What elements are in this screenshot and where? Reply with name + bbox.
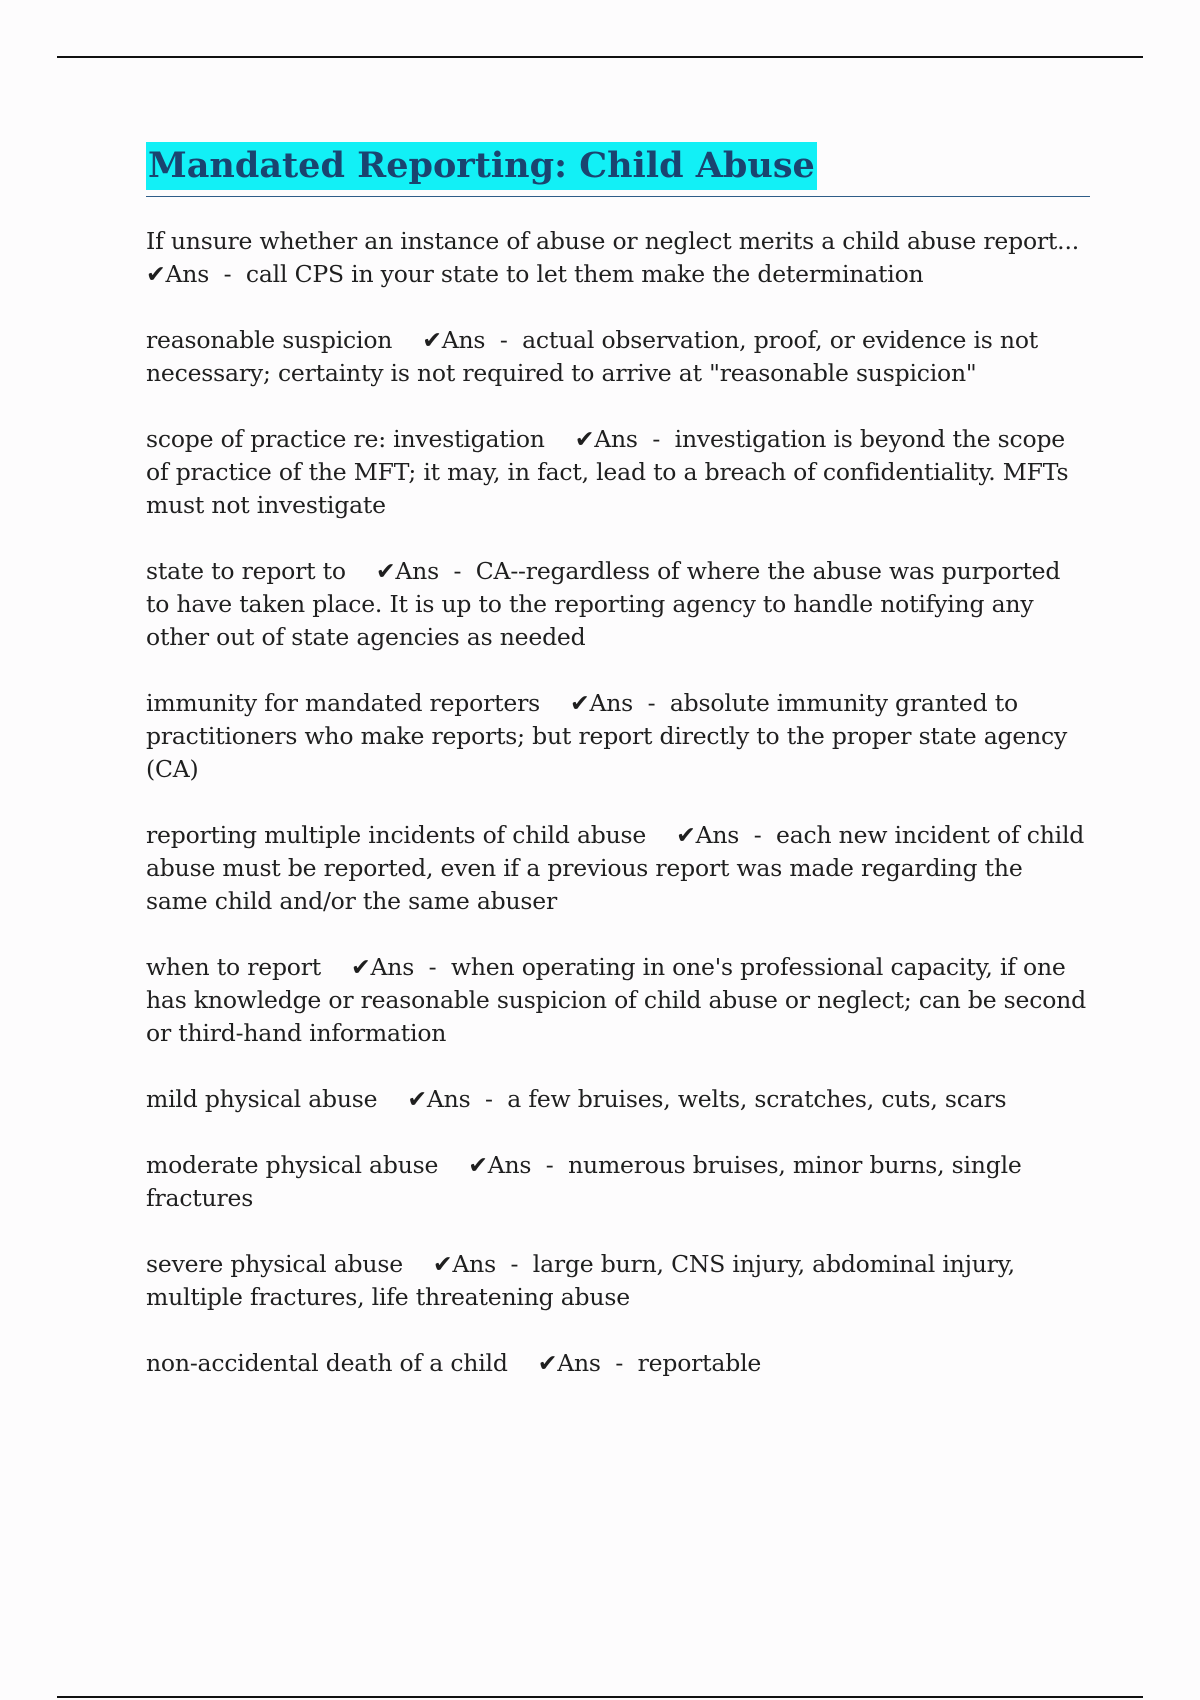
- page-bottom-rule: [57, 1696, 1143, 1698]
- flashcard-answer: absolute immunity granted to practitioners who make reports; but report directly to the proper state agency (CA): [146, 689, 1068, 783]
- answer-marker: ✔Ans -: [407, 1085, 508, 1113]
- flashcard-item: [146, 1248, 1090, 1314]
- flashcard-answer: a few bruises, welts, scratches, cuts, scars: [507, 1085, 1007, 1113]
- page-top-rule: [57, 56, 1143, 58]
- flashcard-item: [146, 819, 1090, 918]
- flashcard-answer: actual observation, proof, or evidence is not necessary; certainty is not required to arrive at "reasonable suspicion": [146, 326, 1039, 387]
- flashcard-term: If unsure whether an instance of abuse or neglect merits a child abuse report...: [146, 227, 1079, 255]
- flashcard-item: [146, 324, 1090, 390]
- flashcard-term: state to report to: [146, 557, 346, 585]
- answer-marker: ✔Ans -: [422, 326, 523, 354]
- answer-marker: ✔Ans -: [574, 425, 675, 453]
- flashcard-term: reporting multiple incidents of child abuse: [146, 821, 647, 849]
- flashcard-answer: numerous bruises, minor burns, single fractures: [146, 1151, 1022, 1212]
- flashcard-item: [146, 1083, 1090, 1116]
- flashcard-item: [146, 951, 1090, 1050]
- flashcard-list: [146, 225, 1090, 1380]
- flashcard-answer: call CPS in your state to let them make the determination: [245, 260, 924, 288]
- flashcard-term: severe physical abuse: [146, 1250, 403, 1278]
- document-body: [146, 142, 1090, 1413]
- answer-marker: ✔Ans -: [468, 1151, 569, 1179]
- flashcard-answer: when operating in one's professional capacity, if one has knowledge or reasonable suspicion of child abuse or neglect; can be second or third-hand information: [146, 953, 1086, 1047]
- flashcard-answer: each new incident of child abuse must be reported, even if a previous report was made regarding the same child and/or the same abuser: [146, 821, 1085, 915]
- answer-marker: ✔Ans -: [375, 557, 476, 585]
- flashcard-item: [146, 555, 1090, 654]
- page-title: Mandated Reporting: Child Abuse: [146, 142, 817, 190]
- flashcard-answer: reportable: [637, 1349, 762, 1377]
- flashcard-item: [146, 225, 1090, 291]
- flashcard-answer: investigation is beyond the scope of practice of the MFT; it may, in fact, lead to a breach of confidentiality. MFTs must not investigate: [146, 425, 1069, 519]
- flashcard-term: when to report: [146, 953, 322, 981]
- flashcard-term: moderate physical abuse: [146, 1151, 439, 1179]
- answer-marker: ✔Ans -: [569, 689, 670, 717]
- answer-marker: ✔Ans -: [146, 260, 246, 288]
- answer-marker: ✔Ans -: [432, 1250, 533, 1278]
- flashcard-term: reasonable suspicion: [146, 326, 393, 354]
- flashcard-term: non-accidental death of a child: [146, 1349, 508, 1377]
- answer-marker: ✔Ans -: [351, 953, 451, 981]
- flashcard-item: [146, 687, 1090, 786]
- answer-marker: ✔Ans -: [676, 821, 776, 849]
- flashcard-term: scope of practice re: investigation: [146, 425, 545, 453]
- flashcard-answer: CA--regardless of where the abuse was purported to have taken place. It is up to the reporting agency to handle notifying any other out of state agencies as needed: [146, 557, 1061, 651]
- flashcard-item: [146, 1149, 1090, 1215]
- flashcard-item: [146, 423, 1090, 522]
- flashcard-item: [146, 1347, 1090, 1380]
- flashcard-term: immunity for mandated reporters: [146, 689, 540, 717]
- answer-marker: ✔Ans -: [537, 1349, 638, 1377]
- title-block: [146, 142, 1090, 197]
- flashcard-term: mild physical abuse: [146, 1085, 378, 1113]
- flashcard-answer: large burn, CNS injury, abdominal injury, multiple fractures, life threatening abuse: [146, 1250, 1015, 1311]
